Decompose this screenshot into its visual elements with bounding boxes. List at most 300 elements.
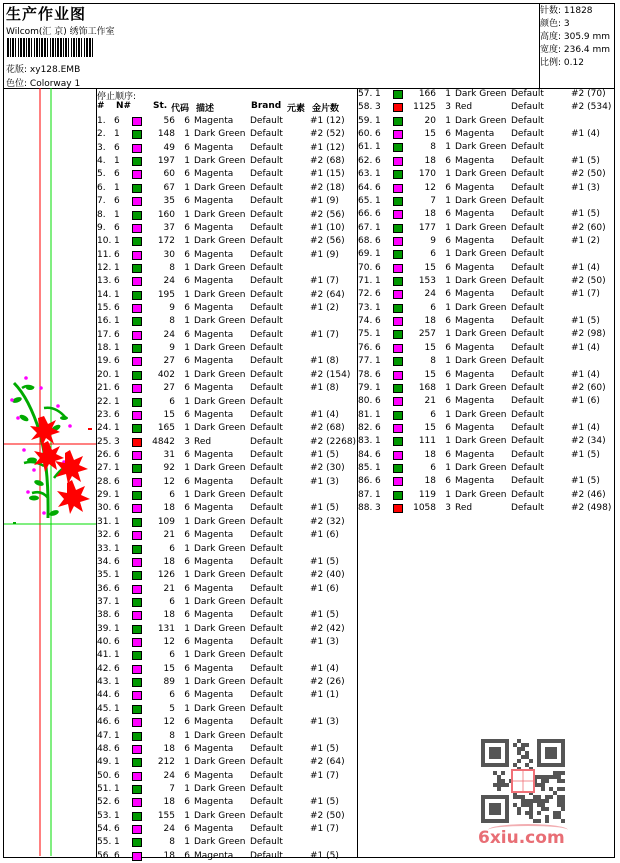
table-row: [97, 168, 355, 181]
table-row: [97, 556, 355, 569]
color-description: Magenta: [194, 503, 234, 514]
color-description: Magenta: [194, 249, 234, 260]
color-description: Magenta: [194, 222, 234, 233]
color-description: Magenta: [455, 423, 495, 433]
row-index: 3.: [97, 142, 106, 153]
stitch-count: 109: [157, 516, 175, 527]
color-swatch: [393, 491, 403, 500]
color-count: 颜色: 3: [540, 19, 570, 29]
color-swatch: [132, 718, 142, 727]
needle-number: 6: [375, 369, 381, 380]
qr-module: [533, 795, 537, 799]
qr-module: [525, 763, 529, 767]
row-index: 29.: [97, 490, 112, 501]
thread-brand: Default: [511, 276, 544, 287]
color-description: Dark Green: [455, 249, 507, 260]
stitch-count: 172: [157, 236, 175, 247]
thread-brand: Default: [511, 115, 544, 126]
color-description: Dark Green: [194, 677, 246, 688]
needle-number: 6: [375, 155, 381, 166]
thread-brand: Default: [511, 155, 544, 166]
thread-brand: Default: [250, 810, 283, 821]
needle-number: 1: [114, 570, 120, 581]
color-swatch: [132, 798, 142, 807]
thread-brand: Default: [250, 369, 283, 380]
qr-module: [537, 811, 541, 815]
color-description: Magenta: [194, 329, 234, 340]
sequin-info: #1 (7): [310, 329, 339, 340]
table-row: [358, 462, 616, 475]
color-swatch: [132, 504, 142, 513]
sequin-info: #1 (4): [571, 129, 600, 140]
qr-module: [561, 779, 565, 783]
qr-module: [537, 819, 541, 823]
stitch-count: 21: [424, 396, 436, 407]
sequin-info: #2 (68): [310, 156, 345, 167]
needle-number: 6: [114, 249, 120, 260]
table-row: [358, 141, 616, 154]
row-index: 84.: [358, 449, 373, 460]
color-swatch: [132, 531, 142, 540]
sequin-info: #1 (4): [571, 369, 600, 380]
stitch-count: 15: [424, 369, 436, 380]
color-description: Dark Green: [455, 436, 507, 447]
needle-number: 6: [114, 530, 120, 541]
sequin-info: #1 (9): [310, 196, 339, 207]
thread-brand: Default: [250, 116, 283, 126]
qr-module: [553, 815, 557, 819]
needle-number: 6: [114, 743, 120, 754]
thread-brand: Default: [250, 730, 283, 741]
color-code: 1: [184, 596, 190, 607]
qr-module: [529, 807, 533, 811]
thread-brand: Default: [250, 637, 283, 648]
qr-module: [537, 803, 541, 807]
color-description: Magenta: [194, 663, 234, 674]
table-row: [358, 315, 616, 328]
color-description: Dark Green: [194, 209, 246, 220]
color-code: 1: [445, 169, 451, 180]
color-swatch: [132, 705, 142, 714]
table-row: [97, 850, 355, 863]
color-code: 1: [184, 703, 190, 714]
color-swatch: [132, 732, 142, 741]
table-row: [358, 262, 616, 275]
qr-module: [557, 815, 561, 819]
table-row: [97, 249, 355, 262]
needle-number: 1: [114, 490, 120, 501]
qr-module: [557, 771, 561, 775]
table-row: [97, 262, 355, 275]
color-code: 1: [445, 489, 451, 500]
color-swatch: [132, 852, 142, 861]
color-code: 1: [184, 463, 190, 474]
sequin-info: #2 (40): [310, 570, 345, 581]
stitch-count: 49: [163, 142, 175, 153]
stitch-count: 111: [418, 436, 436, 447]
table-row: [97, 476, 355, 489]
thread-brand: Default: [250, 129, 283, 140]
thread-brand: Default: [250, 236, 283, 247]
color-code: 6: [184, 383, 190, 394]
stitch-count: 27: [163, 356, 175, 367]
thread-brand: Default: [250, 262, 283, 273]
sequin-info: #1 (3): [571, 182, 600, 193]
color-swatch: [132, 691, 142, 700]
table-row: [358, 88, 616, 101]
color-code: 6: [184, 824, 190, 835]
table-row: [97, 302, 355, 315]
row-index: 62.: [358, 155, 373, 166]
color-code: 1: [184, 570, 190, 581]
color-code: 6: [184, 169, 190, 180]
qr-module: [537, 775, 541, 779]
qr-module: [521, 803, 525, 807]
color-code: 6: [184, 503, 190, 514]
thread-brand: Default: [250, 596, 283, 607]
color-swatch: [393, 237, 403, 246]
stitch-count: 15: [424, 262, 436, 273]
stitch-count: 197: [157, 156, 175, 167]
color-code: 3: [445, 102, 451, 113]
sequin-info: #1 (4): [571, 423, 600, 433]
thread-brand: Default: [250, 450, 283, 460]
qr-module: [541, 783, 545, 787]
color-swatch: [393, 317, 403, 326]
stitch-count: 6: [169, 650, 175, 661]
color-description: Dark Green: [194, 650, 246, 661]
color-swatch: [132, 398, 142, 407]
qr-module: [545, 795, 549, 799]
colorway-value: Colorway 1: [29, 79, 81, 89]
color-description: Magenta: [455, 396, 495, 407]
sequin-info: #1 (3): [310, 476, 339, 487]
table-row: [358, 222, 616, 235]
thread-brand: Default: [511, 302, 544, 313]
needle-number: 6: [375, 129, 381, 140]
color-swatch: [393, 90, 403, 99]
color-swatch: [132, 491, 142, 500]
color-swatch: [132, 211, 142, 220]
table-row: [97, 623, 355, 636]
color-description: Dark Green: [455, 115, 507, 126]
color-swatch: [393, 197, 403, 206]
color-description: Magenta: [194, 690, 234, 701]
color-swatch: [132, 130, 142, 139]
stitch-count: 24: [163, 329, 175, 340]
color-swatch: [393, 504, 403, 513]
stitch-count: 168: [418, 382, 436, 393]
table-row: [358, 369, 616, 382]
row-index: 18.: [97, 343, 112, 354]
row-index: 12.: [97, 262, 112, 273]
color-code: 6: [184, 116, 190, 126]
stitch-count: 30: [163, 249, 175, 260]
needle-number: 1: [375, 302, 381, 313]
sequin-info: #2 (52): [310, 129, 345, 140]
qr-module: [561, 771, 565, 775]
color-description: Dark Green: [194, 837, 246, 848]
table-row: [358, 168, 616, 181]
stitch-count: 1125: [413, 102, 436, 113]
needle-number: 1: [375, 222, 381, 233]
qr-module: [561, 799, 565, 803]
sequin-info: #1 (5): [571, 476, 600, 487]
thread-brand: Default: [511, 129, 544, 140]
needle-number: 1: [114, 837, 120, 848]
qr-module: [553, 791, 557, 795]
needle-number: 6: [114, 850, 120, 861]
needle-number: 1: [114, 396, 120, 407]
row-index: 81.: [358, 409, 373, 420]
color-swatch: [132, 357, 142, 366]
color-code: 1: [184, 757, 190, 768]
row-index: 57.: [358, 89, 373, 99]
color-description: Magenta: [194, 824, 234, 835]
needle-number: 1: [114, 757, 120, 768]
qr-module: [553, 775, 557, 779]
color-swatch: [132, 304, 142, 313]
color-swatch: [132, 558, 142, 567]
table-row: [358, 248, 616, 261]
row-index: 42.: [97, 663, 112, 674]
row-index: 86.: [358, 476, 373, 487]
stitch-count: 针数: 11828: [540, 6, 593, 16]
row-index: 69.: [358, 249, 373, 260]
color-description: Magenta: [194, 850, 234, 861]
color-description: Dark Green: [194, 703, 246, 714]
color-swatch: [132, 571, 142, 580]
color-code: 6: [445, 369, 451, 380]
table-row: [358, 288, 616, 301]
table-row: [358, 328, 616, 341]
color-description: Dark Green: [194, 129, 246, 140]
row-index: 59.: [358, 115, 373, 126]
thread-brand: Default: [511, 249, 544, 260]
qr-module: [517, 807, 521, 811]
color-description: Magenta: [455, 369, 495, 380]
row-index: 80.: [358, 396, 373, 407]
color-swatch: [132, 545, 142, 554]
qr-module: [513, 763, 517, 767]
thread-brand: Default: [511, 503, 544, 514]
stitch-count: 8: [169, 316, 175, 327]
color-code: 1: [445, 222, 451, 233]
color-code: 1: [445, 356, 451, 367]
stitch-count: 8: [169, 730, 175, 741]
color-description: Magenta: [194, 556, 234, 567]
row-index: 73.: [358, 302, 373, 313]
stitch-count: 18: [163, 503, 175, 514]
row-index: 46.: [97, 717, 112, 728]
color-swatch: [132, 344, 142, 353]
table-row: [97, 543, 355, 556]
stitch-count: 12: [424, 182, 436, 193]
color-code: 1: [184, 316, 190, 327]
row-index: 78.: [358, 369, 373, 380]
color-swatch: [132, 745, 142, 754]
sequin-info: #2 (534): [571, 102, 612, 113]
color-swatch: [393, 304, 403, 313]
needle-number: 6: [114, 329, 120, 340]
stitch-count: 15: [163, 409, 175, 420]
color-swatch: [132, 838, 142, 847]
qr-module: [557, 795, 561, 799]
color-swatch: [132, 812, 142, 821]
needle-number: 1: [375, 276, 381, 287]
stitch-count: 67: [163, 182, 175, 193]
color-code: 1: [184, 623, 190, 634]
sequin-info: #2 (18): [310, 182, 345, 193]
color-code: 1: [184, 677, 190, 688]
sequin-info: #1 (1): [310, 690, 339, 701]
color-swatch: [132, 424, 142, 433]
thread-brand: Default: [250, 343, 283, 354]
qr-module: [557, 787, 561, 791]
design-preview: [4, 88, 96, 856]
color-code: 6: [184, 249, 190, 260]
color-code: 6: [445, 289, 451, 300]
row-index: 36.: [97, 583, 112, 594]
barcode: [7, 38, 94, 57]
row-index: 16.: [97, 316, 112, 327]
design-height: 高度: 305.9 mm: [540, 32, 611, 42]
table-row: [358, 355, 616, 368]
needle-number: 1: [375, 142, 381, 153]
color-description: Dark Green: [455, 329, 507, 340]
color-swatch: [132, 464, 142, 473]
sequin-info: #1 (7): [310, 770, 339, 781]
needle-number: 1: [114, 810, 120, 821]
color-code: 6: [184, 142, 190, 153]
stitch-count: 89: [163, 677, 175, 688]
color-description: Dark Green: [194, 236, 246, 247]
row-index: 9.: [97, 222, 106, 233]
color-description: Magenta: [194, 450, 234, 460]
color-swatch: [132, 478, 142, 487]
color-swatch: [393, 397, 403, 406]
row-index: 24.: [97, 423, 112, 434]
color-swatch: [132, 251, 142, 260]
color-code: 1: [445, 409, 451, 420]
qr-module: [525, 751, 529, 755]
color-code: 1: [184, 810, 190, 821]
color-swatch: [393, 117, 403, 126]
row-index: 77.: [358, 356, 373, 367]
needle-number: 3: [375, 503, 381, 514]
qr-module: [493, 771, 497, 775]
sequin-info: #1 (12): [310, 116, 345, 126]
color-description: Red: [455, 503, 473, 514]
stitch-count: 24: [163, 276, 175, 287]
color-code: 1: [445, 436, 451, 447]
sequin-info: #1 (4): [571, 342, 600, 353]
color-code: 6: [184, 329, 190, 340]
sequin-info: #1 (8): [310, 356, 339, 367]
sequin-info: #1 (9): [310, 249, 339, 260]
stitch-count: 6: [169, 543, 175, 554]
stitch-count: 131: [157, 623, 175, 634]
table-row: [97, 128, 355, 141]
stitch-count: 165: [157, 423, 175, 434]
row-index: 41.: [97, 650, 112, 661]
color-swatch: [393, 357, 403, 366]
qr-stamp-glyph: [513, 781, 523, 791]
needle-number: 1: [114, 516, 120, 527]
qr-module: [533, 799, 537, 803]
color-description: Magenta: [194, 797, 234, 808]
qr-module: [561, 787, 565, 791]
sequin-info: #1 (5): [571, 209, 600, 220]
table-row: [358, 235, 616, 248]
sequin-info: #2 (60): [571, 222, 606, 233]
thread-brand: Default: [511, 463, 544, 474]
color-swatch: [132, 117, 142, 126]
color-code: 1: [184, 730, 190, 741]
color-swatch: [132, 651, 142, 660]
stitch-count: 8: [430, 142, 436, 153]
thread-brand: Default: [250, 743, 283, 754]
stitch-count: 35: [163, 196, 175, 207]
row-index: 35.: [97, 570, 112, 581]
table-row: [97, 222, 355, 235]
row-index: 88.: [358, 503, 373, 514]
table-row: [97, 689, 355, 702]
thread-brand: Default: [511, 449, 544, 460]
sequin-info: #2 (56): [310, 209, 345, 220]
needle-number: 1: [375, 409, 381, 420]
thread-brand: Default: [250, 196, 283, 207]
thread-brand: Default: [250, 503, 283, 514]
table-row: [97, 823, 355, 836]
needle-number: 1: [114, 703, 120, 714]
color-description: Dark Green: [194, 343, 246, 354]
color-swatch: [132, 317, 142, 326]
stitch-count: 18: [424, 155, 436, 166]
qr-module: [557, 799, 561, 803]
header-stitches: St.: [153, 101, 168, 111]
color-swatch: [393, 184, 403, 193]
qr-module: [521, 747, 525, 751]
qr-module: [557, 779, 561, 783]
table-header: [97, 101, 355, 113]
qr-module: [541, 807, 545, 811]
sequin-info: #1 (4): [571, 262, 600, 273]
color-code: 1: [184, 490, 190, 501]
row-index: 60.: [358, 129, 373, 140]
qr-module: [557, 803, 561, 807]
color-description: Magenta: [194, 383, 234, 394]
needle-number: 3: [375, 102, 381, 113]
row-index: 14.: [97, 289, 112, 300]
needle-number: 1: [114, 289, 120, 300]
color-code: 1: [445, 276, 451, 287]
color-description: Magenta: [194, 356, 234, 367]
table-row: [97, 516, 355, 529]
needle-number: 1: [375, 382, 381, 393]
color-code: 6: [445, 155, 451, 166]
row-index: 56.: [97, 850, 112, 861]
color-code: 6: [445, 209, 451, 220]
needle-number: 1: [375, 89, 381, 99]
qr-code: [481, 739, 565, 823]
needle-number: 1: [375, 169, 381, 180]
thread-brand: Default: [250, 824, 283, 835]
table-row: [97, 796, 355, 809]
sequin-info: #1 (5): [571, 316, 600, 327]
table-row: [97, 422, 355, 435]
color-description: Dark Green: [455, 142, 507, 153]
